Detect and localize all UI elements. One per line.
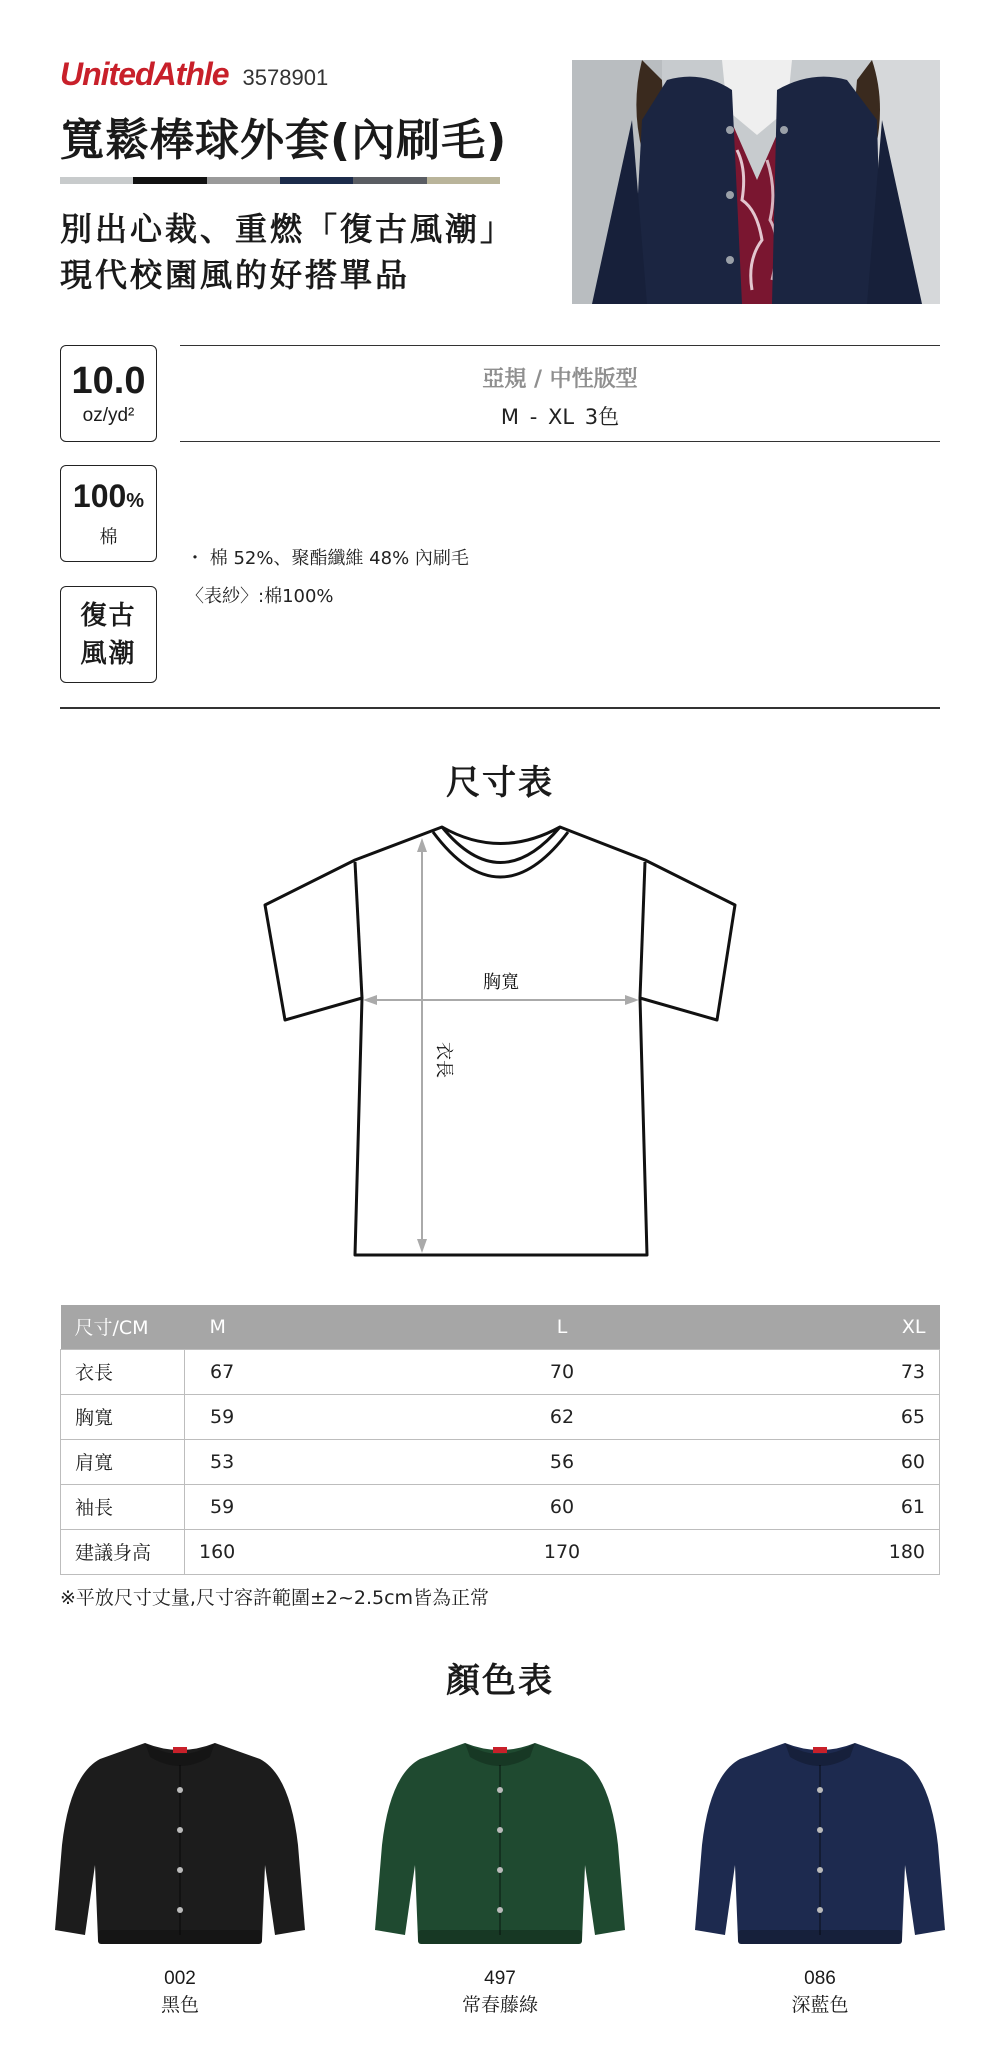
cell-m: 160 (185, 1529, 437, 1574)
row-label: 袖長 (61, 1484, 185, 1529)
table-row (61, 1439, 940, 1484)
strip-segment (60, 177, 133, 184)
table-row (61, 1529, 940, 1574)
shirt-measurement-diagram (255, 820, 755, 1265)
color-name: 黑色 (160, 1994, 199, 2016)
jacket-swatch-image (690, 1735, 950, 1955)
shirt-outline (265, 827, 735, 1255)
cotton-percent: % (126, 490, 145, 512)
size-chart-title: 尺寸表 (446, 763, 554, 803)
strip-segment (207, 177, 280, 184)
strip-segment (427, 177, 500, 184)
row-label: 肩寬 (61, 1439, 185, 1484)
product-title: 寬鬆棒球外套(內刷毛) (60, 115, 508, 166)
cell-xl: 73 (687, 1349, 939, 1394)
strip-segment (353, 177, 426, 184)
cell-l: 70 (437, 1349, 687, 1394)
color-code: 497 (484, 1968, 516, 1989)
fabric-weight-badge (60, 345, 157, 442)
cell-xl: 65 (687, 1394, 939, 1439)
retro-style-badge (60, 586, 157, 683)
cotton-value (73, 478, 144, 519)
strip-segment (133, 177, 206, 184)
chest-label: 胸寬 (483, 972, 519, 993)
jacket-swatch-image (50, 1735, 310, 1955)
brand-row (60, 56, 328, 93)
row-label: 衣長 (61, 1349, 185, 1394)
row-label: 胸寬 (61, 1394, 185, 1439)
cell-l: 60 (437, 1484, 687, 1529)
length-label: 衣長 (433, 1042, 454, 1078)
product-code: 3578901 (242, 65, 329, 90)
color-code: 086 (804, 1968, 836, 1989)
cell-l: 170 (437, 1529, 687, 1574)
brand-logo: UnitedAthle (60, 56, 229, 92)
table-row (61, 1349, 940, 1394)
header-m: M (185, 1305, 437, 1349)
color-name: 常春藤綠 (461, 1994, 538, 2016)
weight-value: 10.0 (71, 359, 146, 402)
header-unit: 尺寸/CM (61, 1305, 185, 1349)
cell-xl: 60 (687, 1439, 939, 1484)
fit-type: 亞規 / 中性版型 (482, 367, 638, 392)
color-strip (60, 177, 500, 184)
size-table-header (61, 1305, 940, 1349)
weight-unit: oz/yd² (82, 404, 135, 426)
cell-xl: 180 (687, 1529, 939, 1574)
cell-m: 67 (185, 1349, 437, 1394)
model-jacket-illustration (572, 60, 940, 304)
style-line-1: 復古 (80, 600, 137, 631)
fabric-surface: 〈表紗〉:棉100% (186, 586, 334, 607)
fit-info (180, 345, 940, 442)
cell-xl: 61 (687, 1484, 939, 1529)
color-chart-title: 顏色表 (446, 1661, 554, 1701)
tagline-line-1: 別出心裁、重燃「復古風潮」 (60, 210, 516, 248)
cotton-badge (60, 465, 157, 562)
color-swatch (45, 1735, 315, 2019)
hero-photo (572, 60, 940, 304)
color-code: 002 (164, 1968, 196, 1989)
row-label: 建議身高 (61, 1529, 185, 1574)
fabric-composition: ・ 棉 52%、聚酯纖維 48% 內刷毛 (186, 548, 469, 569)
cell-m: 59 (185, 1394, 437, 1439)
table-row (61, 1394, 940, 1439)
style-line-2: 風潮 (80, 638, 137, 669)
section-divider (60, 707, 940, 709)
cell-l: 62 (437, 1394, 687, 1439)
header-xl: XL (687, 1305, 939, 1349)
measurement-note: ※平放尺寸丈量,尺寸容許範圍±2~2.5cm皆為正常 (60, 1587, 490, 1609)
tagline (60, 206, 515, 298)
color-name: 深藍色 (791, 1994, 849, 2016)
size-range: M - XL 3色 (500, 405, 620, 429)
header-l: L (437, 1305, 687, 1349)
cell-l: 56 (437, 1439, 687, 1484)
color-swatch (685, 1735, 955, 2019)
cell-m: 59 (185, 1484, 437, 1529)
cotton-label: 棉 (99, 527, 118, 548)
tagline-line-2: 現代校園風的好搭單品 (60, 256, 411, 294)
color-swatch (365, 1735, 635, 2019)
cell-m: 53 (185, 1439, 437, 1484)
table-row (61, 1484, 940, 1529)
fabric-info (186, 540, 469, 616)
size-table (60, 1305, 940, 1575)
jacket-swatch-image (370, 1735, 630, 1955)
strip-segment (280, 177, 353, 184)
cotton-number: 100 (72, 478, 127, 514)
